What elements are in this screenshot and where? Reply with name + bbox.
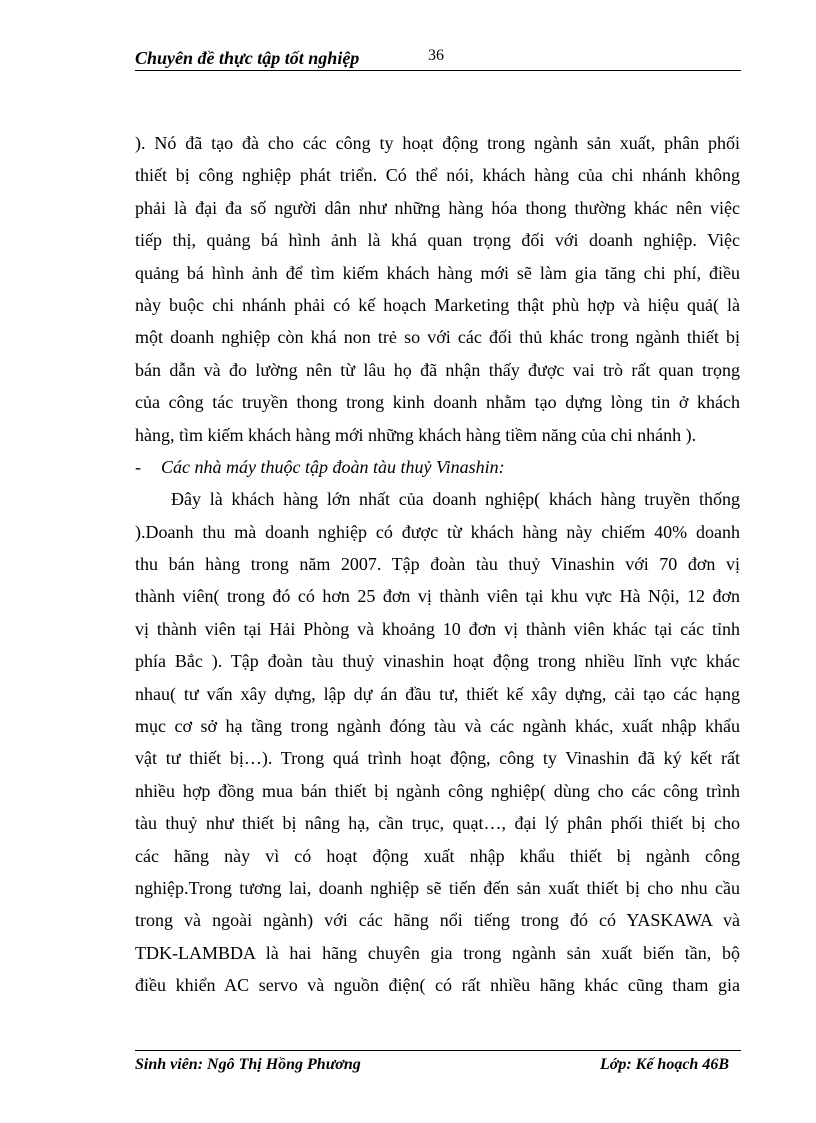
text-line: phía Bắc ). Tập đoàn tàu thuỷ vinashin hoạt động trong nhiều lĩnh vực khác xyxy=(135,651,740,672)
text-line: này buộc chi nhánh phải có kế hoạch Marketing thật phù hợp và hiệu quả( là xyxy=(135,294,740,315)
text-line: trong và ngoài ngành) với các hãng nổi tiếng trong đó có YASKAWA và xyxy=(135,910,740,931)
header-rule xyxy=(135,70,741,71)
text-line: vị thành viên tại Hải Phòng và khoảng 10 đơn vị thành viên khác tại các tỉnh xyxy=(135,618,740,639)
text-line: phải là đại đa số người dân như những hàng hóa thong thường khác nên việc xyxy=(135,197,740,218)
text-line: quảng bá hình ảnh để tìm kiếm khách hàng mới sẽ làm gia tăng chi phí, điều xyxy=(135,262,740,283)
page-number: 36 xyxy=(428,47,444,64)
footer-student: Sinh viên: Ngô Thị Hồng Phương xyxy=(135,1056,361,1073)
text-line: tiếp thị, quảng bá hình ảnh là khá quan trọng đối với doanh nghiệp. Việc xyxy=(135,230,740,251)
text-line: hàng, tìm kiếm khách hàng mới những khách hàng tiềm năng của chi nhánh ). xyxy=(135,424,697,445)
text-line: bán dẫn và đo lường nên từ lâu họ đã nhận thấy được vai trò rất quan trọng xyxy=(135,359,740,380)
paragraph-1 xyxy=(135,127,740,451)
body-text xyxy=(135,127,740,1002)
text-line: điều khiển AC servo và nguồn điện( có rất nhiều hãng khác cũng tham gia xyxy=(135,975,740,996)
text-line: ). Nó đã tạo đà cho các công ty hoạt động trong ngành sản xuất, phân phối xyxy=(135,133,740,153)
text-line: Đây là khách hàng lớn nhất của doanh nghiệp( khách hàng truyền thống xyxy=(171,489,740,510)
page-footer xyxy=(135,1050,741,1080)
text-line: thiết bị công nghiệp phát triển. Có thể nói, khách hàng của chi nhánh không xyxy=(135,165,740,186)
bullet-heading: Các nhà máy thuộc tập đoàn tàu thuỷ Vinashin: xyxy=(161,456,505,477)
footer-class: Lớp: Kế hoạch 46B xyxy=(599,1056,729,1073)
text-line: TDK-LAMBDA là hai hãng chuyên gia trong ngành sản xuất biến tần, bộ xyxy=(135,942,740,963)
text-line: ).Doanh thu mà doanh nghiệp có được từ khách hàng này chiếm 40% doanh xyxy=(135,521,740,542)
text-line: các hãng này vì có hoạt động xuất nhập khẩu thiết bị ngành công xyxy=(135,845,740,866)
header-title: Chuyên đề thực tập tốt nghiệp xyxy=(135,48,360,68)
text-line: một doanh nghiệp còn khá non trẻ so với các đối thủ khác trong ngành thiết bị xyxy=(135,327,740,348)
text-line: nghiệp.Trong tương lai, doanh nghiệp sẽ tiến đến sản xuất thiết bị cho nhu cầu xyxy=(135,877,740,898)
page-header xyxy=(135,44,741,72)
bullet-item xyxy=(135,451,740,483)
bullet-dash: - xyxy=(135,456,141,477)
text-line: thành viên( trong đó có hơn 25 đơn vị thành viên tại khu vực Hà Nội, 12 đơn xyxy=(135,586,740,607)
text-line: tàu thuỷ như thiết bị nâng hạ, cần trục, quạt…, đại lý phân phối thiết bị cho xyxy=(135,813,740,834)
text-line: nhiều hợp đồng mua bán thiết bị ngành công nghiệp( dùng cho các công trình xyxy=(135,780,740,801)
text-line: mục cơ sở hạ tầng trong ngành đóng tàu và các ngành khác, xuất nhập khẩu xyxy=(135,716,740,737)
text-line: vật tư thiết bị…). Trong quá trình hoạt động, công ty Vinashin đã ký kết rất xyxy=(135,748,740,769)
text-line: nhau( tư vấn xây dựng, lập dự án đầu tư, thiết kế xây dựng, cải tạo các hạng xyxy=(135,683,740,704)
footer-rule xyxy=(135,1050,741,1051)
text-line: của công tác truyền thong trong kinh doanh nhằm tạo dựng lòng tin ở khách xyxy=(135,392,740,413)
text-line: thu bán hàng trong năm 2007. Tập đoàn tàu thuỷ Vinashin với 70 đơn vị xyxy=(135,554,740,575)
paragraph-2 xyxy=(135,483,740,1001)
